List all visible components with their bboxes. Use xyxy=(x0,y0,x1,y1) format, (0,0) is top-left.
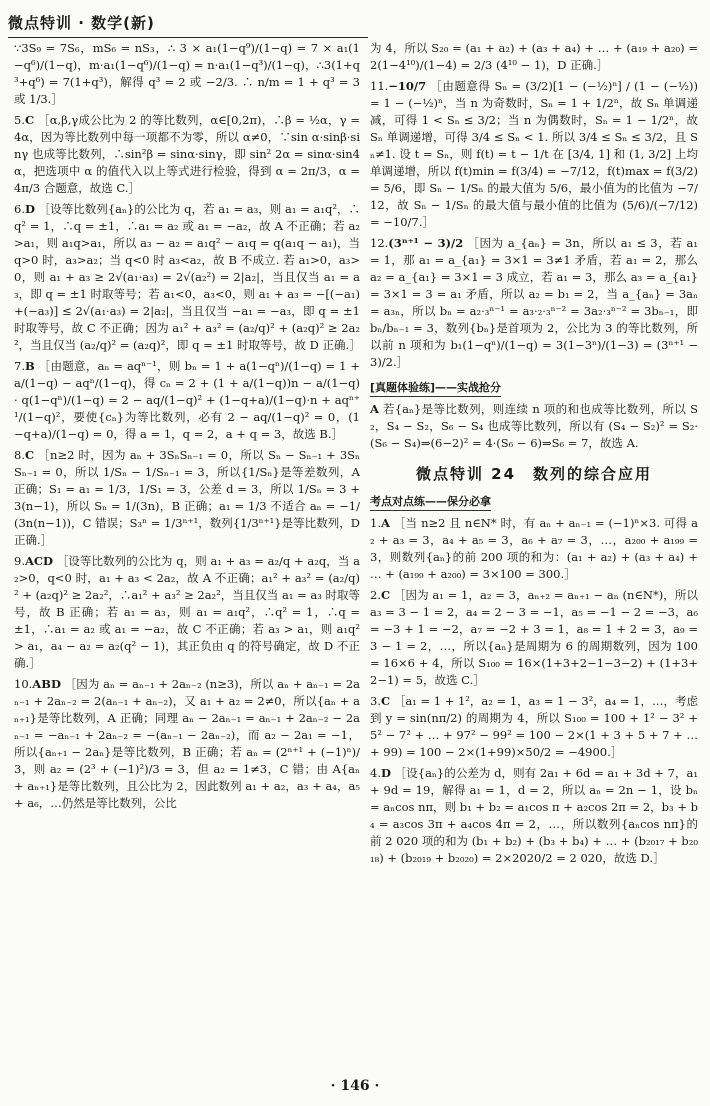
solution-block: 9.ACD ［设等比数列的公比为 q，则 a₁ + a₃ = a₂/q + a₂q，当 a₂>0，q<0 时，a₁ + a₃ < 2a₂，故 A 不正确；a₁² + a₃² = (a₂/q)² + (a₂q)² ≥ 2a₂²，∴a₁² + a₃² ≥ 2a₂²，当且仅当 a₁ = a₃ 时取等号，故 B 正确；若 a₁ = a₃，则 a₁ = a₁q²，∴q² = 1，∴q = ±1，∴a₁ = a₂ 或 a₁ = −a₂，故 C 不正确；若 a₃ > a₁，则 a₁q² > a₁，a₄ − a₂ = a₂(q² − 1)，其正负由 q 的符号确定，故 D 不正确.］ xyxy=(14,554,360,670)
solution-block: 5.C ［α,β,γ成公比为 2 的等比数列，α∈[0,2π)，∴β = ½α，γ = 4α，因为等比数列中每一项都不为零，所以 α≠0，∵sin α·sinβ·sinγ 也成等比数列，∴sin²β = sinα·sinγ，即 sin² 2α = sinα·sin4α，把选项中 α 的值代入以上等式进行检验，得到 α = 2π/3，α = 4π/3 合题意，故选 C.］ xyxy=(14,113,361,195)
solution-block: 7.B ［由题意，aₙ = aqⁿ⁻¹，则 bₙ = 1 + a(1−qⁿ)/(1−q) = 1 + a/(1−q) − aqⁿ/(1−q)，得 cₙ = 2 + (1 + a/(1−q))n − a/(1−q) · q(1−qⁿ)/(1−q) = 2 − aq/(1−q)² + (1−q+a)/(1−q)·n + aqⁿ⁺¹/(1−q)²，要使{cₙ}为等比数列，必有 2 − aq/(1−q)² = 0，(1−q+a)/(1−q) = 0，得 a = 1，q = 2，a + q = 3，故选 B.］ xyxy=(14,359,361,441)
page-header xyxy=(0,0,710,40)
solution-block: 8.C ［n≥2 时，因为 aₙ + 3SₙSₙ₋₁ = 0，所以 Sₙ − Sₙ₋₁ + 3SₙSₙ₋₁ = 0，所以 1/Sₙ − 1/Sₙ₋₁ = 3，所以{1/Sₙ}是等差数列，A 正确；S₁ = a₁ = 1/3，1/S₁ = 3，公差 d = 3，所以 1/Sₙ = 3 + 3(n−1)，所以 Sₙ = 1/(3n)，B 正确；a₁ = 1/3 不适合 aₙ = −1/(3n(n−1))，C 错误；S₃ⁿ = 1/3ⁿ⁺¹，数列{1/3ⁿ⁺¹}是等比数列，D 正确.］ xyxy=(14,448,360,547)
solution-block: 为 4，所以 S₂₀ = (a₁ + a₂) + (a₃ + a₄) + … + (a₁₉ + a₂₀) = 2(1−4¹⁰)/(1−4) = 2/3 (4¹⁰ − 1)，D 正确.］ xyxy=(370,41,698,72)
solution-block: 2.C ［因为 a₁ = 1，a₂ = 3，aₙ₊₂ = aₙ₊₁ − aₙ (n∈N*)，所以 a₃ = 3 − 1 = 2，a₄ = 2 − 3 = −1，a₅ = −1 − 2 = −3，a₆ = −3 + 1 = −2，a₇ = −2 + 3 = 1，a₈ = 1 + 2 = 3，a₉ = 3 − 1 = 2，…，所以{aₙ}是周期为 6 的周期数列，因为 100 = 16×6 + 4，所以 S₁₀₀ = 16×(1+3+2−1−3−2) + (1+3+2−1) = 5，故选 C.］ xyxy=(370,588,698,687)
solution-block: ∵3S₉ = 7S₆，mS₆ = nS₃，∴ 3 × a₁(1−q⁹)/(1−q) = 7 × a₁(1−q⁶)/(1−q)，m·a₁(1−q⁶)/(1−q) = n·a₁(1−q³)/(1−q)，∴3(1+q³+q⁶) = 7(1+q³)，解得 q³ = 2 或 −2/3. ∴ n/m = 1 + q³ = 3 或 1/3.］ xyxy=(14,41,360,106)
solution-block: 6.D ［设等比数列{aₙ}的公比为 q，若 a₁ = a₃，则 a₁ = a₁q²，∴q² = 1，∴q = ±1，∴a₁ = a₂ 或 a₁ = −a₂，故 A 不正确；若 a₂>a₁，则 a₁q>a₁，所以 a₃ − a₂ = a₁q² − a₁q = q(a₁q − a₁)，当 q>0 时，a₃>a₂；当 q<0 时 a₃<a₂，故 B 不成立. 若 a₁>0，a₃>0，则 a₁ + a₃ ≥ 2√(a₁·a₃) = 2√(a₂²) = 2|a₂|，当且仅当 a₁ = a₃，即 q = ±1 时取等号；若 a₁<0，a₃<0，则 a₁ + a₃ = −[(−a₁)+(−a₃)] ≤ 2√(a₁·a₃) = 2|a₂|，当且仅当 −a₁ = −a₃，即 q = ±1 时取等号，故 C 不正确；因为 a₁² + a₃² = (a₂/q)² + (a₂q)² ≥ 2a₂²，当且仅当 (a₂/q)² = (a₂q)²，即 q = ±1 时取等号，故 D 正确.］ xyxy=(14,202,361,352)
solution-block: 12.(3ⁿ⁺¹ − 3)/2 ［因为 a_{aₙ} = 3n，所以 a₁ ≤ 3，若 a₁ = 1，那 a₁ = a_{a₁} = 3×1 = 3≠1 矛盾，若 a₁ = 2，那么 a₂ = a_{a₁} = 3×1 = 3 成立，若 a₁ = 3，那么 a₃ = a_{a₁} = 3×1 = 3 = a₁ 矛盾，所以 a₂ = b₁ = 2，当 a_{aₙ} = 3aₙ = a₃ₙ，所以 bₙ = a₂·₃ⁿ⁻¹ = a₃·₂·₃ⁿ⁻² = 3a₂·₃ⁿ⁻² = 3bₙ₋₁，即 bₙ/bₙ₋₁ = 3，数列{bₙ}是首项为 2，公比为 3 的等比数列，所以前 n 项和为 b₁(1−qⁿ)/(1−q) = 3(1−3ⁿ)/(1−3) = (3ⁿ⁺¹ − 3)/2.］ xyxy=(370,236,699,369)
book-title: 微点特训 · 数学(新) xyxy=(8,14,155,32)
solution-block: A 若{aₙ}是等比数列，则连续 n 项的和也成等比数列，所以 S₂，S₄ − S₂，S₆ − S₄ 也成等比数列，所以有 (S₄ − S₂)² = S₂·(S₆ − S₄)⇒(6−2)² = 4·(S₆ − 6)⇒S₆ = 7，故选 A. xyxy=(370,402,698,450)
solution-block: 10.ABD ［因为 aₙ = aₙ₋₁ + 2aₙ₋₂ (n≥3)，所以 aₙ + aₙ₋₁ = 2aₙ₋₁ + 2aₙ₋₂ = 2(aₙ₋₁ + aₙ₋₂)，又 a₁ + a₂ = 2≠0，所以{aₙ + aₙ₊₁}是等比数列，A 正确；同理 aₙ − 2aₙ₋₁ = aₙ₋₁ + 2aₙ₋₂ − 2aₙ₋₁ = −aₙ₋₁ + 2aₙ₋₂ = −(aₙ₋₁ − 2aₙ₋₂)，而 a₂ − 2a₁ = −1，所以{aₙ₊₁ − 2aₙ}是等比数列，B 正确；若 aₙ = (2ⁿ⁺¹ + (−1)ⁿ)/3，则 a₂ = (2³ + (−1)²)/3 = 3，但 a₂ = 1≠3，C 错；由 A{aₙ + aₙ₊₁}是等比数列，且公比为 2，因此数列 a₁ + a₂，a₃ + a₄，a₅ + a₆，…仍然是等比数列，公比 xyxy=(14,677,360,810)
header-rule xyxy=(8,37,368,38)
left-column xyxy=(14,40,360,816)
solution-block: 4.D ［设{aₙ}的公差为 d，则有 2a₁ + 6d = a₁ + 3d + 7，a₁ + 9d = 19，解得 a₁ = 1，d = 2，所以 aₙ = 2n − 1，设 bₙ = aₙcos nπ，则 b₁ + b₂ = a₁cos π + a₂cos 2π = 2，b₃ + b₄ = a₃cos 3π + a₄cos 4π = 2，…，所以数列{aₙcos nπ}的前 2 020 项的和为 (b₁ + b₂) + (b₃ + b₄) + … + (b₂₀₁₇ + b₂₀₁₈) + (b₂₀₁₉ + b₂₀₂₀) = 2×2020/2 = 2 020，故选 D.］ xyxy=(370,766,699,865)
chapter-title: 微点特训 24 数列的综合应用 xyxy=(415,465,653,483)
solution-block: 11.−10/7 ［由题意得 Sₙ = (3/2)[1 − (−½)ⁿ] / (1 − (−½)) = 1 − (−½)ⁿ，当 n 为奇数时，Sₙ = 1 + 1/2ⁿ，故 Sₙ 单调递减，可得 1 < Sₙ ≤ 3/2；当 n 为偶数时，Sₙ = 1 − 1/2ⁿ，故 Sₙ 单调递增，可得 3/4 ≤ Sₙ < 1. 所以 3/4 ≤ Sₙ ≤ 3/2，且 Sₙ≠1. 设 t = Sₙ，则 f(t) = t − 1/t 在 [3/4, 1] 和 (1, 3/2] 上均单调递增，所以 f(t)min = f(3/4) = −7/12，f(t)max = f(3/2) = 5/6，即 Sₙ − 1/Sₙ 的最大值为 5/6，最小值为的比值为 −7/12，故 Sₙ − 1/Sₙ 的最大值与最小值的比值为 (5/6)/(−7/12) = −10/7.］ xyxy=(370,79,698,229)
right-column xyxy=(370,40,698,871)
practice-section-label: [真题体验练]——实战抢分 xyxy=(370,379,501,397)
solution-block: 1.A ［当 n≥2 且 n∈N* 时，有 aₙ + aₙ₋₁ = (−1)ⁿ×3. 可得 a₂ + a₃ = 3，a₄ + a₅ = 3，a₆ + a₇ = 3，…，a₂₀₀ + a₁₉₉ = 3，则数列{aₙ}的前 200 项的和为：(a₁ + a₂) + (a₃ + a₄) + … + (a₁₉₉ + a₂₀₀) = 3×100 = 300.］ xyxy=(370,516,699,581)
solution-block: 3.C ［a₁ = 1 + 1²，a₂ = 1，a₃ = 1 − 3²，a₄ = 1，…，考虑到 y = sin(nπ/2) 的周期为 4，所以 S₁₀₀ = 100 + 1² − 3² + 5² − 7² + … + 97² − 99² = 100 − 2×(1 + 3 + 5 + 7 + … + 99) = 100 − 2×(1+99)×50/2 = −4900.］ xyxy=(370,694,699,759)
page-number: · 146 · xyxy=(330,1078,380,1094)
exam-section-label: 考点对点练——保分必拿 xyxy=(370,493,491,511)
